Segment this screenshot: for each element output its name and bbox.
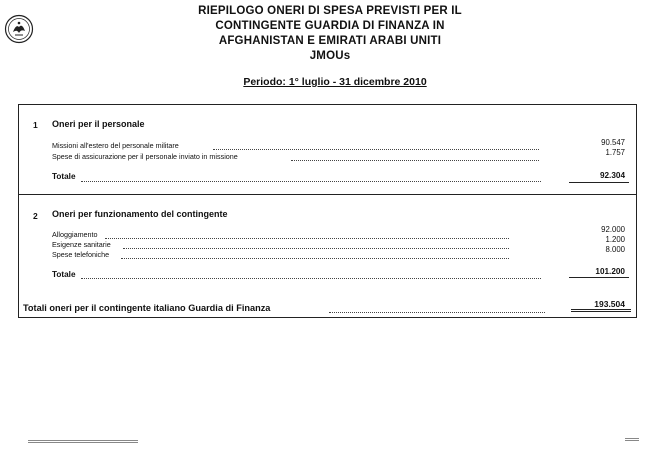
section-2-title: Oneri per funzionamento del contingente	[52, 209, 228, 219]
section-2-row-2-leader	[123, 248, 509, 249]
section-1-total-label: Totale	[52, 172, 76, 181]
section-2-number: 2	[33, 211, 38, 221]
title-line-2: CONTINGENTE GUARDIA DI FINANZA IN	[215, 20, 445, 32]
grand-total-label: Totali oneri per il contingente italiano Guardia di Finanza	[23, 303, 271, 313]
section-1-row-1-label: Missioni all'estero del personale militare	[52, 141, 179, 150]
section-1-row-2-leader	[291, 160, 539, 161]
section-2-total-underline	[569, 277, 629, 278]
grand-total-value: 193.504	[594, 299, 625, 309]
expense-table	[18, 104, 637, 318]
section-2-row-3-value: 8.000	[605, 245, 625, 254]
section-2-row-3-leader	[121, 258, 509, 259]
section-1-number: 1	[33, 120, 38, 130]
section-1-total-underline	[569, 182, 629, 183]
section-divider	[19, 194, 636, 195]
title-line-4: JMOUs	[309, 50, 351, 62]
title-line-1: RIEPILOGO ONERI DI SPESA PREVISTI PER IL	[198, 5, 462, 17]
section-2-row-1-leader	[105, 238, 509, 239]
section-2-total-value: 101.200	[595, 267, 625, 276]
section-2-row-1-value: 92.000	[601, 225, 625, 234]
emblem-seal-icon	[4, 14, 34, 44]
section-1-total-value: 92.304	[599, 171, 625, 180]
document-title	[150, 4, 510, 64]
footer-print-mark-left	[28, 440, 138, 443]
grand-total-underline-1	[571, 309, 631, 310]
section-2-row-3-label: Spese telefoniche	[52, 250, 110, 259]
section-2-row-2-label: Esigenze sanitarie	[52, 240, 111, 249]
section-1-row-2-value: 1.757	[605, 148, 625, 157]
section-2-row-2-value: 1.200	[605, 235, 625, 244]
section-1-row-1-leader	[213, 149, 539, 150]
section-2-row-1-label: Alloggiamento	[52, 230, 98, 239]
section-1-row-2-label: Spese di assicurazione per il personale inviato in missione	[52, 152, 238, 161]
footer-print-mark-right	[625, 438, 639, 441]
section-1-title: Oneri per il personale	[52, 119, 145, 129]
section-2-total-label: Totale	[52, 270, 76, 279]
section-2-total-leader	[81, 278, 541, 279]
section-1-row-1-value: 90.547	[601, 138, 625, 147]
title-line-3: AFGHANISTAN E EMIRATI ARABI UNITI	[218, 35, 442, 47]
grand-total-leader	[329, 312, 545, 313]
grand-total-underline-2	[571, 311, 631, 312]
period-label: Periodo: 1° luglio - 31 dicembre 2010	[243, 76, 427, 88]
section-1-total-leader	[81, 181, 541, 182]
